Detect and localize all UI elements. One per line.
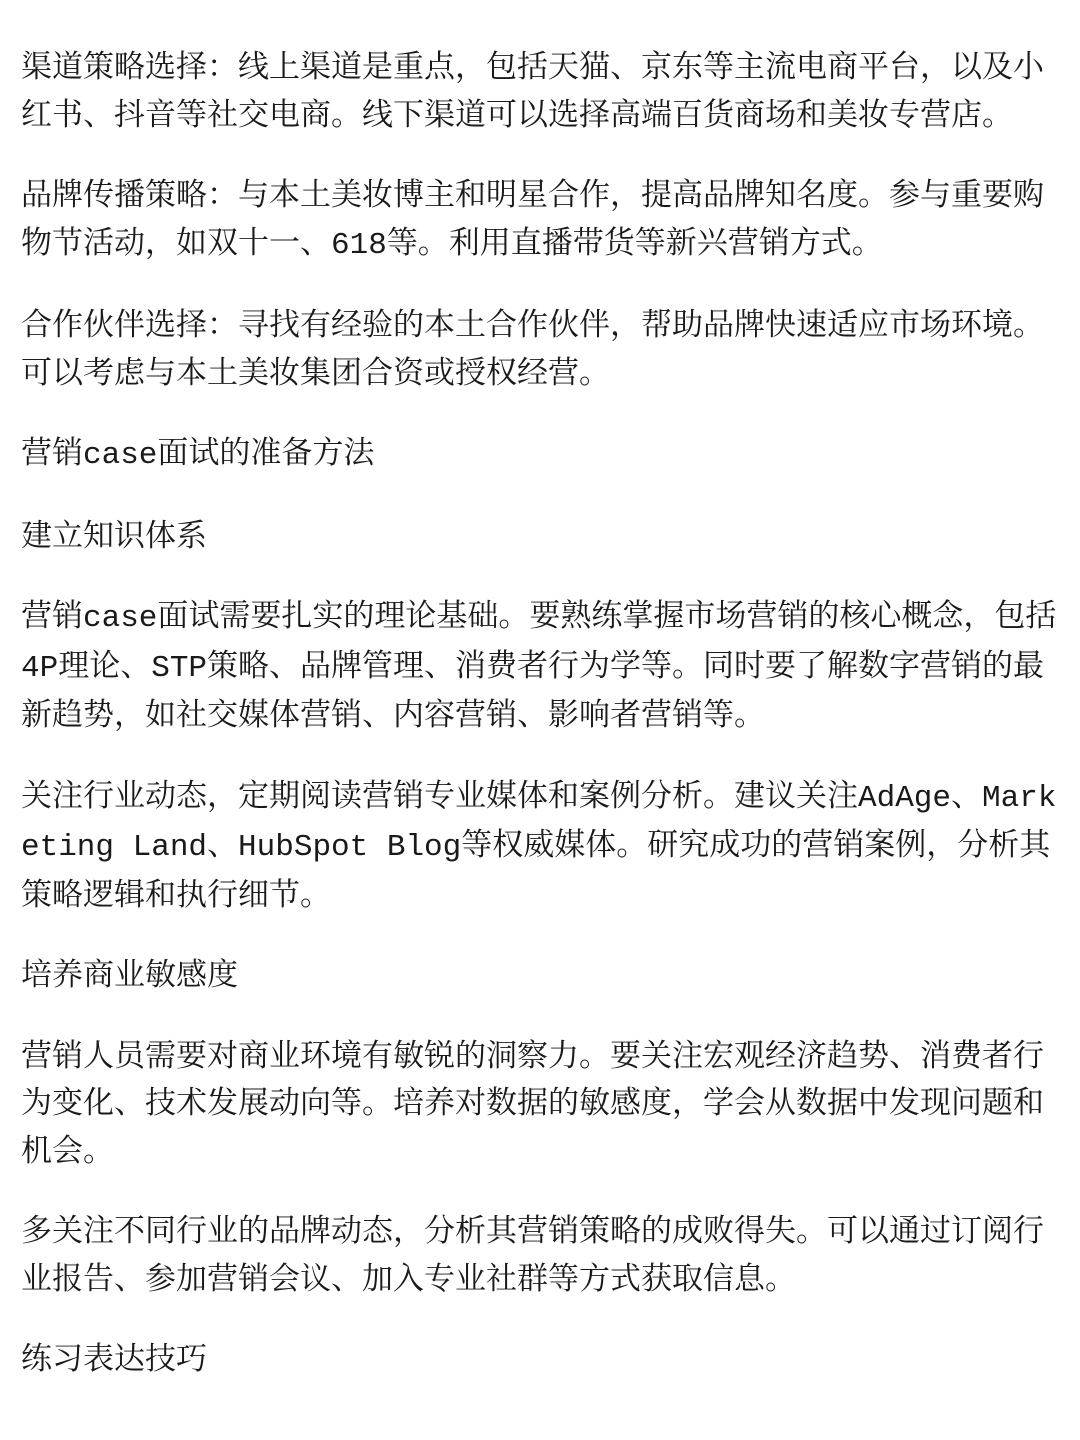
text-run: 关注行业动态，定期阅读营销专业媒体和案例分析。建议关注 <box>21 777 858 814</box>
text-run: 、 <box>207 827 239 863</box>
text-run: 培养商业敏感度 <box>21 957 238 993</box>
text-run: 策略、品牌管理、消费者行为学等。同时要了解数字营销的最新趋势，如社交媒体营销、内容营销、影响者营销等。 <box>21 647 1045 733</box>
text-run: 营销 <box>21 435 83 471</box>
latin-text-run: STP <box>151 650 208 686</box>
text-run: 、 <box>951 777 983 814</box>
paragraph <box>21 44 1061 139</box>
paragraph <box>21 773 1061 920</box>
paragraph <box>21 172 1061 269</box>
text-run: 等权威媒体。研究成功的营销案例，分析其策略逻辑和执行细节。 <box>21 827 1051 913</box>
text-run: 多关注不同行业的品牌动态，分析其营销策略的成败得失。可以通过订阅行业报告、参加营销会议、加入专业社群等方式获取信息。 <box>21 1213 1044 1297</box>
paragraph <box>21 513 1061 561</box>
paragraph <box>21 593 1061 740</box>
paragraph <box>21 1336 1061 1384</box>
text-run: 练习表达技巧 <box>21 1341 207 1377</box>
text-run: 品牌传播策略：与本土美妆博主和明星合作，提高品牌知名度。参与重要购物节活动，如双十一、 <box>21 177 1044 261</box>
text-run: 面试的准备方法 <box>157 435 375 471</box>
text-run: 等。利用直播带货等新兴营销方式。 <box>386 224 883 261</box>
text-run: 合作伙伴选择：寻找有经验的本土合作伙伴，帮助品牌快速适应市场环境。可以考虑与本土美妆集团合资或授权经营。 <box>21 307 1044 391</box>
document-body <box>21 44 1061 1417</box>
paragraph <box>21 430 1061 480</box>
latin-text-run: 618 <box>331 227 387 263</box>
paragraph <box>21 952 1061 1000</box>
paragraph <box>21 1033 1061 1176</box>
latin-text-run: HubSpot Blog <box>238 830 462 865</box>
latin-text-run: 4P <box>21 650 59 686</box>
paragraph <box>21 302 1061 397</box>
text-run: 渠道策略选择：线上渠道是重点，包括天猫、京东等主流电商平台，以及小红书、抖音等社交电商。线下渠道可以选择高端百货商场和美妆专营店。 <box>21 49 1044 133</box>
latin-text-run: case <box>83 601 158 636</box>
latin-text-run: case <box>83 438 158 473</box>
paragraph <box>21 1208 1061 1303</box>
text-run: 营销 <box>21 598 83 634</box>
text-run: 营销人员需要对商业环境有敏锐的洞察力。要关注宏观经济趋势、消费者行为变化、技术发展动向等。培养对数据的敏感度，学会从数据中发现问题和机会。 <box>21 1037 1044 1169</box>
text-run: 建立知识体系 <box>21 517 207 554</box>
latin-text-run: AdAge <box>858 780 952 816</box>
latin-text-run: Marketing Land <box>21 780 1057 865</box>
text-run: 理论、 <box>58 647 152 684</box>
text-run: 面试需要扎实的理论基础。要熟练掌握市场营销的核心概念，包括 <box>157 598 1057 634</box>
